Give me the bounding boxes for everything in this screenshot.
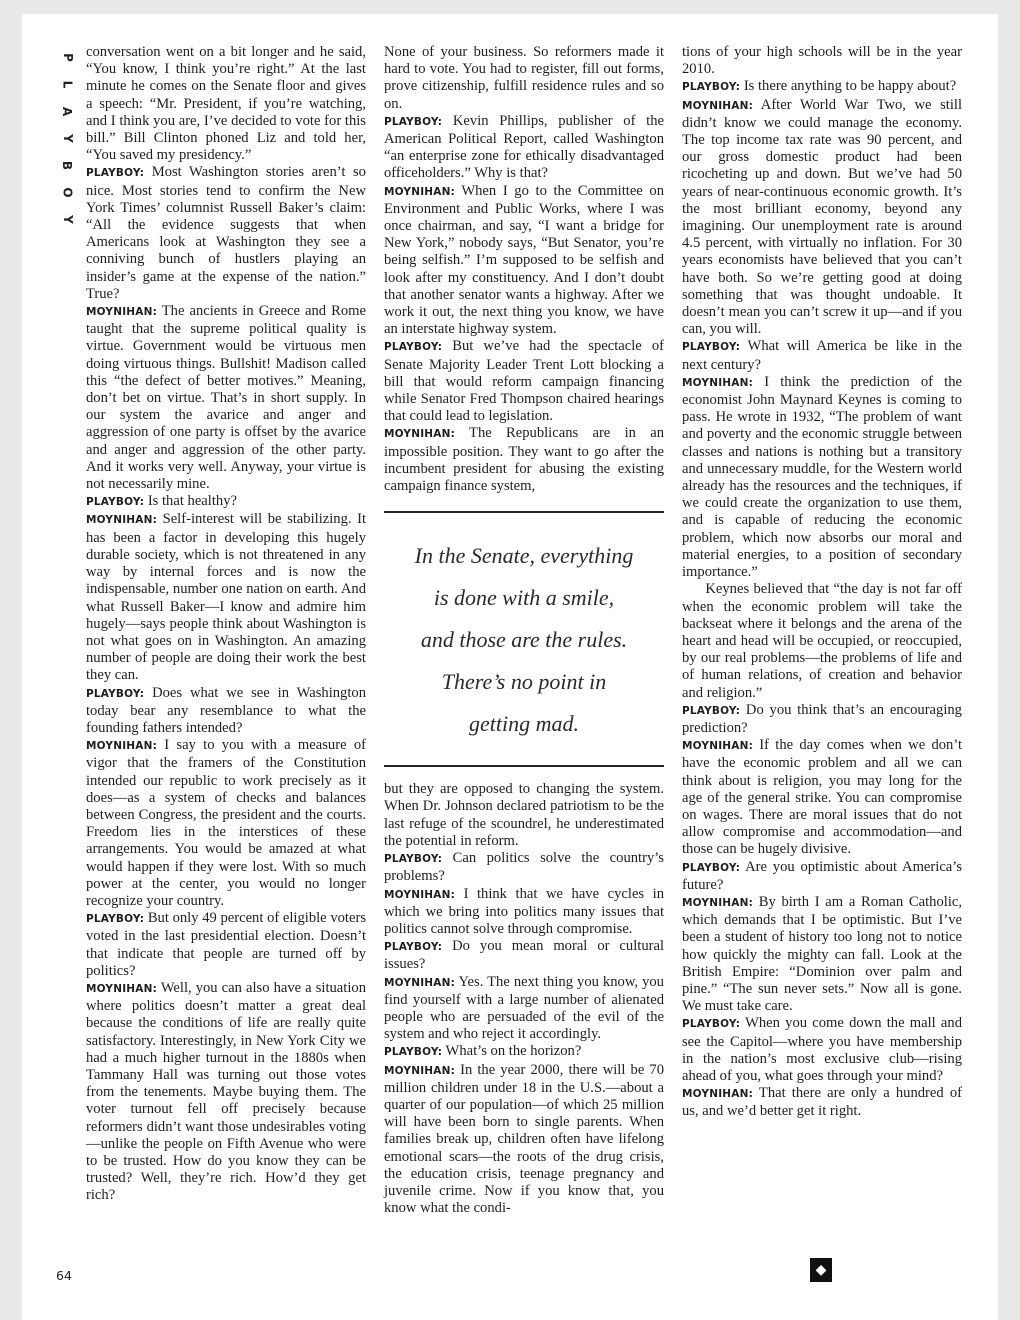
speaker-label: PLAYBOY: <box>86 496 145 509</box>
interview-paragraph <box>682 702 962 737</box>
interview-paragraph <box>682 859 962 894</box>
paragraph-text: None of your business. So reformers made it hard to vote. You had to register, fill out forms, prove citizenship, fulfill residence rules and so on. <box>384 44 664 112</box>
interview-paragraph <box>384 938 664 973</box>
interview-paragraph <box>384 850 664 885</box>
paragraph-text: Do you think that’s an encouraging prediction? <box>682 701 962 736</box>
paragraph-text: But we’ve had the spectacle of Senate Majority Leader Trent Lott blocking a bill that would reform campaign financing while Senator Fred Thompson chaired hearings that could lead to legislation. <box>384 338 664 425</box>
interview-paragraph <box>682 737 962 858</box>
speaker-label: PLAYBOY: <box>682 341 741 354</box>
text-column-1 <box>86 44 366 1205</box>
interview-paragraph <box>86 44 366 164</box>
paragraph-text: What will America be like in the next century? <box>682 338 963 373</box>
paragraph-text: I think the prediction of the economist John Maynard Keynes is coming to pass. He wrote in 1932, “The problem of want and poverty and the economic struggle between classes and nations is nothing but a transitory and unnecessary muddle, for the Western world already has the resources and the techniques, if we could create the organization to use them, and is capable of reducing the economic problem, which now absorbs our moral and material energies, to a position of secondary importance.” <box>682 373 962 581</box>
speaker-label: MOYNIHAN: <box>682 376 753 389</box>
interview-paragraph <box>384 338 664 425</box>
speaker-label: PLAYBOY: <box>86 687 145 700</box>
interview-paragraph <box>682 894 962 1015</box>
interview-paragraph <box>682 97 962 339</box>
interview-paragraph <box>384 44 664 113</box>
interview-paragraph <box>86 980 366 1205</box>
interview-paragraph <box>86 910 366 980</box>
speaker-label: PLAYBOY: <box>384 1046 443 1059</box>
pull-quote-line: getting mad. <box>469 711 579 737</box>
speaker-label: MOYNIHAN: <box>682 896 753 909</box>
masthead-letter: Y <box>60 134 75 143</box>
speaker-label: PLAYBOY: <box>86 913 145 926</box>
paragraph-text: Yes. The next thing you know, you find yourself with a large number of alienated people who are persuaded of the evil of the system and who reject it accordingly. <box>384 973 664 1043</box>
column-2-top-text <box>384 44 664 495</box>
paragraph-text: Are you optimistic about America’s future? <box>682 858 963 893</box>
interview-paragraph <box>682 1085 962 1120</box>
interview-paragraph <box>384 113 664 183</box>
paragraph-text: But only 49 percent of eligible voters voted in the last presidential election. Doesn’t that indicate that people are turned off by politics? <box>86 910 366 979</box>
paragraph-text: Do you mean moral or cultural issues? <box>384 938 665 973</box>
paragraph-text: In the year 2000, there will be 70 million children under 18 in the U.S.—about a quarter of our population—of which 25 million will have been born to single parents. When families break up, children often have lifelong emotional scars—the roots of the drug crisis, the education crisis, teenage pregnancy and juvenile crime. Now if you know that, you know what the condi- <box>384 1061 664 1217</box>
speaker-label: PLAYBOY: <box>682 1018 741 1031</box>
paragraph-text: After World War Two, we still didn’t know we could manage the economy. The top income tax rate was 90 percent, and our gross domestic product had been ricocheting up and down. But we’ve had 50 years of near-continuous economic growth. It’s the most brilliant economy, beyond any imagining. Our unemployment rate is around 4.5 percent, with virtually no inflation. For 30 years economists have believed that you can’t have both. So we’re getting good at doing something that was thought undoable. It doesn’t mean you can’t screw it up—and if you can, you will. <box>682 96 963 338</box>
interview-paragraph <box>384 1043 664 1061</box>
masthead-letter: P <box>60 53 75 62</box>
speaker-label: MOYNIHAN: <box>384 976 455 989</box>
interview-paragraph <box>384 781 664 850</box>
speaker-label: MOYNIHAN: <box>384 888 455 901</box>
pull-quote-line: In the Senate, everything <box>414 543 634 569</box>
interview-paragraph <box>86 737 366 910</box>
speaker-label: PLAYBOY: <box>682 81 741 94</box>
speaker-label: MOYNIHAN: <box>86 740 157 753</box>
interview-paragraph <box>384 183 664 339</box>
paragraph-text: Self-interest will be stabilizing. It has been a factor in developing this hugely durable society, which is not threatened in any way by internal forces and is now the indispensable, number one nation on earth. And what Russell Baker—I know and admire him hugely—says people think about Washington is not what goes on in Washington. An amazing number of people are doing their work the best they can. <box>86 511 366 684</box>
interview-paragraph <box>682 1015 962 1085</box>
interview-paragraph <box>682 78 962 96</box>
pull-quote-line: is done with a smile, <box>433 585 615 611</box>
interview-paragraph <box>384 1062 664 1218</box>
paragraph-text: When you come down the mall and see the Capitol—where you have membership in the nation’s most exclusive club—rising ahead of you, what goes through your mind? <box>682 1015 962 1084</box>
column-2-bottom-text <box>384 781 664 1217</box>
speaker-label: PLAYBOY: <box>384 341 443 354</box>
speaker-label: MOYNIHAN: <box>384 1064 455 1077</box>
paragraph-text: Is that healthy? <box>147 493 237 510</box>
interview-paragraph <box>384 974 664 1044</box>
masthead-letter: A <box>60 106 75 117</box>
interview-paragraph <box>384 425 664 495</box>
paragraph-text: tions of your high schools will be in the year 2010. <box>682 44 962 78</box>
speaker-label: PLAYBOY: <box>384 941 443 954</box>
speaker-label: PLAYBOY: <box>86 167 145 180</box>
masthead-letter: L <box>60 80 75 89</box>
interview-paragraph <box>682 374 962 581</box>
paragraph-text: Kevin Phillips, publisher of the American Political Report, called Washington “an enterprise zone for ethically disadvantaged officeholders.” Why is that? <box>384 112 664 182</box>
interview-paragraph <box>86 164 366 303</box>
paragraph-text: Keynes believed that “the day is not far off when the economic problem will take the backseat where it belongs and the arena of the heart and head will be occupied, or reoccupied, by our real problems—the problems of life and of human relations, of creation and behavior and religion.” <box>682 581 962 701</box>
text-column-3 <box>682 44 962 1121</box>
interview-paragraph <box>86 511 366 684</box>
interview-paragraph <box>86 303 366 493</box>
magazine-vertical-title <box>54 44 75 233</box>
speaker-label: MOYNIHAN: <box>86 306 157 319</box>
interview-paragraph <box>86 685 366 738</box>
paragraph-text: The ancients in Greece and Rome taught that the supreme political quality is virtue. Government would be virtuous men doing virtuous things. Bullshit! Madison called this “the defect of better motives.” Meaning, don’t bet on virtue. That’s in short supply. In our system the avarice and anger and aggression of one party is offset by the avarice and anger and aggression of the other party. And it works very well. Anyway, your virtue is not necessarily mine. <box>86 303 366 493</box>
pull-quote <box>384 511 664 767</box>
masthead-letter: O <box>60 187 75 198</box>
speaker-label: MOYNIHAN: <box>86 514 157 527</box>
paragraph-text: By birth I am a Roman Catholic, which demands that I be optimistic. But I’ve been a student of history too long not to notice how quickly the mighty can fall. Look at the British Empire: “Dominion over palm and pine.” “The sun never sets.” Now all is gone. We must take care. <box>682 893 962 1015</box>
paragraph-text: When I go to the Committee on Environment and Public Works, where I was once chairman, and say, “I want a bridge for New York,” nobody says, “But Senator, you’re being selfish.” I’m supposed to be selfish and look after my constituency. And I don’t doubt that another senator wants a highway. After we work it out, the next thing you know, we have an interstate highway system. <box>384 182 664 338</box>
speaker-label: MOYNIHAN: <box>384 185 455 198</box>
paragraph-text: I think that we have cycles in which we bring into politics many issues that politics cannot solve through compromise. <box>384 885 664 937</box>
paragraph-text: Does what we see in Washington today bear any resemblance to what the founding fathers intended? <box>86 684 366 736</box>
speaker-label: MOYNIHAN: <box>682 740 753 753</box>
masthead-letter: B <box>60 160 75 171</box>
interview-paragraph <box>384 886 664 939</box>
paragraph-text: Is there anything to be happy about? <box>743 78 957 95</box>
end-mark-icon: ◆ <box>810 1258 832 1282</box>
interview-paragraph <box>682 581 962 701</box>
text-column-2 <box>384 44 664 1217</box>
pull-quote-line: and those are the rules. <box>420 627 628 653</box>
interview-paragraph <box>682 338 962 373</box>
paragraph-text: I say to you with a measure of vigor that the framers of the Constitution intended our republic to work precisely as it does—as a system of checks and balances between Congress, the president and the courts. Freedom lies in the interstices of these arrangements. You would be amazed at what would happen if they were lost. With so much power at the center, you would no longer recognize your country. <box>86 737 366 909</box>
paragraph-text: That there are only a hundred of us, and we’d better get it right. <box>682 1085 962 1120</box>
speaker-label: MOYNIHAN: <box>682 99 753 112</box>
paragraph-text: Well, you can also have a situation where politics doesn’t matter a great deal because the conditions of life are really quite satisfactory. Interestingly, in New York City we had a much higher turnout in the 1880s when Tammany Hall was turning out those votes from the tenements. Maybe buying them. The voter turnout fell off precisely because reformers didn’t want those undesirables voting—unlike the people on Fifth Avenue who were to be trusted. How do you know they can be trusted? Well, they’re rich. How’d they get rich? <box>86 979 366 1204</box>
paragraph-text: If the day comes when we don’t have the economic problem and all we can think about is religion, you may long for the age of the general strike. You can compromise on wages. There are moral issues that do not allow compromise and accommodation—and those can be hugely divisive. <box>682 737 962 858</box>
speaker-label: PLAYBOY: <box>384 115 443 128</box>
pull-quote-line: There’s no point in <box>441 669 607 695</box>
speaker-label: PLAYBOY: <box>682 861 741 874</box>
speaker-label: MOYNIHAN: <box>86 982 157 995</box>
speaker-label: PLAYBOY: <box>682 704 741 717</box>
paragraph-text: Most Washington stories aren’t so nice. Most stories tend to confirm the New York Times’ columnist Russell Baker’s claim: “All the evidence suggests that when Americans look at Washington they see a conniving bunch of hustlers playing an insider’s game at the expense of the nation.” True? <box>86 164 366 302</box>
interview-paragraph <box>86 493 366 511</box>
masthead-letter: Y <box>60 215 75 224</box>
paragraph-text: conversation went on a bit longer and he said, “You know, I think you’re right.” At the last minute he comes on the Senate floor and gives a speech: “Mr. President, if you’re watching, and I think you are, I’ve decided to vote for this bill.” Bill Clinton phoned Liz and told her, “You saved my presidency.” <box>86 44 366 164</box>
speaker-label: MOYNIHAN: <box>384 428 455 441</box>
interview-paragraph <box>682 44 962 78</box>
paragraph-text: The Republicans are in an impossible position. They want to go after the incumbent president for abusing the existing campaign finance system, <box>384 425 664 495</box>
paragraph-text: Can politics solve the country’s problems? <box>384 850 664 885</box>
page-number: 64 <box>56 1268 72 1283</box>
paragraph-text: but they are opposed to changing the system. When Dr. Johnson declared patriotism to be the last refuge of the scoundrel, he underestimated the potential in reform. <box>384 781 664 849</box>
paragraph-text: What’s on the horizon? <box>445 1043 582 1060</box>
speaker-label: MOYNIHAN: <box>682 1088 753 1101</box>
speaker-label: PLAYBOY: <box>384 853 443 866</box>
